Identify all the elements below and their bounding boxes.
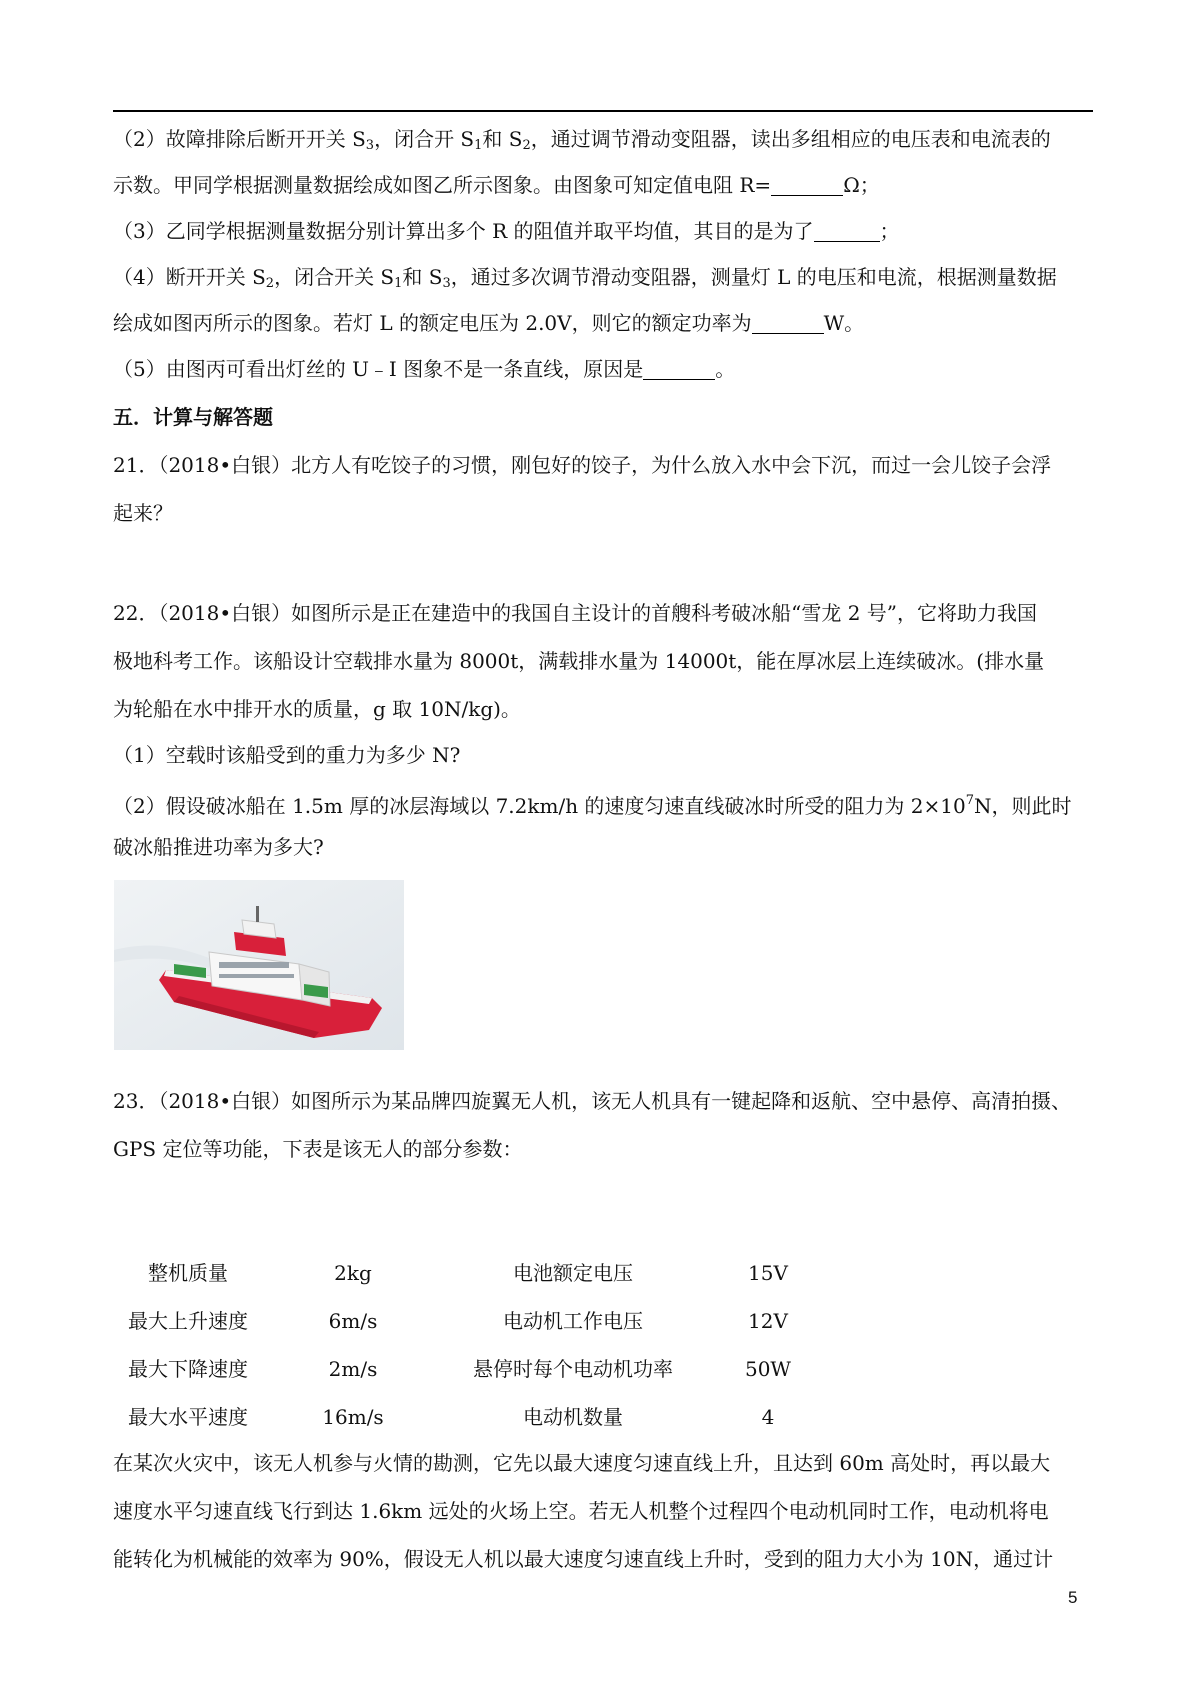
text: 绘成如图丙所示的图象。若灯 L 的额定电压为 2.0V，则它的额定功率为 bbox=[113, 311, 752, 335]
table-cell: 6m/s bbox=[328, 1309, 378, 1333]
drone-parameter-table bbox=[113, 1258, 1013, 1448]
q22-line2: 极地科考工作。该船设计空载排水量为 8000t，满载排水量为 14000t，能在厚冰层上连续破冰。(排水量 bbox=[113, 649, 1045, 673]
text: （2）故障排除后断开开关 S bbox=[113, 127, 366, 151]
text: ； bbox=[879, 219, 900, 243]
table-cell: 12V bbox=[748, 1309, 788, 1333]
table-cell: 2m/s bbox=[328, 1357, 378, 1381]
q22-sub2-line2: 破冰船推进功率为多大? bbox=[113, 835, 324, 859]
q22-line1: 22．（2018•白银）如图所示是正在建造中的我国自主设计的首艘科考破冰船“雪龙 2 号”，它将助力我国 bbox=[113, 601, 1038, 625]
table-cell: 2kg bbox=[334, 1261, 372, 1285]
superscript: 7 bbox=[965, 793, 975, 808]
text: ，闭合开 S bbox=[374, 127, 475, 151]
answer-blank[interactable] bbox=[771, 173, 843, 196]
icebreaker-ship-image bbox=[114, 880, 404, 1050]
subscript: 2 bbox=[265, 276, 275, 291]
answer-blank[interactable] bbox=[643, 357, 715, 380]
table-cell: 最大下降速度 bbox=[128, 1357, 248, 1381]
table-cell: 最大上升速度 bbox=[128, 1309, 248, 1333]
text: 和 S bbox=[482, 127, 523, 151]
subscript: 1 bbox=[394, 276, 403, 291]
q23-para-line1: 在某次火灾中，该无人机参与火情的勘测，它先以最大速度匀速直线上升，且达到 60m 高处时，再以最大 bbox=[113, 1451, 1051, 1475]
text: ，闭合开关 S bbox=[274, 265, 395, 289]
q22-line3: 为轮船在水中排开水的质量，g 取 10N/kg)。 bbox=[113, 697, 521, 721]
table-cell: 最大水平速度 bbox=[128, 1405, 248, 1429]
text: Ω； bbox=[843, 173, 880, 197]
text: （5）由图丙可看出灯丝的 U﹣I 图象不是一条直线，原因是 bbox=[113, 357, 644, 381]
subscript: 3 bbox=[442, 276, 451, 291]
text: N，则此时 bbox=[974, 794, 1072, 818]
q22-sub2-line1 bbox=[113, 786, 1093, 821]
q23-line2: GPS 定位等功能，下表是该无人的部分参数： bbox=[113, 1137, 523, 1161]
section-heading: 五．计算与解答题 bbox=[113, 405, 273, 429]
subscript: 3 bbox=[365, 138, 375, 153]
q20-part4-line1 bbox=[113, 262, 1093, 299]
table-cell: 50W bbox=[744, 1357, 791, 1381]
q23-line1: 23．（2018•白银）如图所示为某品牌四旋翼无人机，该无人机具有一键起降和返航、空中悬停、高清拍摄、 bbox=[113, 1089, 1072, 1113]
q20-part2-line2 bbox=[113, 170, 1093, 200]
text: 和 S bbox=[402, 265, 443, 289]
q21-line1: 21．（2018•白银）北方人有吃饺子的习惯，刚包好的饺子，为什么放入水中会下沉，而过一会儿饺子会浮 bbox=[113, 453, 1052, 477]
q20-part2-line1 bbox=[113, 124, 1093, 161]
table-cell: 16m/s bbox=[322, 1405, 384, 1429]
text: （2）假设破冰船在 1.5m 厚的冰层海域以 7.2km/h 的速度匀速直线破冰时所受的阻力为 2×10 bbox=[113, 794, 966, 818]
table-cell: 电动机数量 bbox=[523, 1405, 623, 1429]
text: W。 bbox=[823, 311, 865, 335]
text: ，通过调节滑动变阻器，读出多组相应的电压表和电流表的 bbox=[530, 127, 1051, 151]
text: ，通过多次调节滑动变阻器，测量灯 L 的电压和电流，根据测量数据 bbox=[450, 265, 1057, 289]
table-cell: 15V bbox=[748, 1261, 788, 1285]
icebreaker-illustration bbox=[114, 880, 404, 1050]
text: 示数。甲同学根据测量数据绘成如图乙所示图象。由图象可知定值电阻 R= bbox=[113, 173, 772, 197]
q20-part3 bbox=[113, 216, 1093, 246]
q21-line2: 起来？ bbox=[113, 501, 173, 525]
q23-para-line2: 速度水平匀速直线飞行到达 1.6km 远处的火场上空。若无人机整个过程四个电动机同时工作，电动机将电 bbox=[113, 1499, 1049, 1523]
table-cell: 整机质量 bbox=[148, 1261, 228, 1285]
subscript: 2 bbox=[522, 138, 531, 153]
table-cell: 电池额定电压 bbox=[513, 1261, 633, 1285]
q20-part5 bbox=[113, 354, 1093, 384]
q22-sub1: （1）空载时该船受到的重力为多少 N? bbox=[113, 743, 461, 767]
header-rule bbox=[113, 110, 1093, 112]
q20-part4-line2 bbox=[113, 308, 1093, 338]
page-number: 5 bbox=[1068, 1588, 1078, 1607]
text: 。 bbox=[715, 357, 736, 381]
text: （4）断开开关 S bbox=[113, 265, 266, 289]
answer-blank[interactable] bbox=[752, 311, 824, 334]
q23-para-line3: 能转化为机械能的效率为 90%，假设无人机以最大速度匀速直线上升时，受到的阻力大小为 10N，通过计 bbox=[113, 1547, 1054, 1571]
table-cell: 4 bbox=[761, 1405, 775, 1429]
subscript: 1 bbox=[474, 138, 483, 153]
text: （3）乙同学根据测量数据分别计算出多个 R 的阻值并取平均值，其目的是为了 bbox=[113, 219, 814, 243]
table-cell: 电动机工作电压 bbox=[503, 1309, 643, 1333]
answer-blank[interactable] bbox=[814, 219, 880, 242]
table-cell: 悬停时每个电动机功率 bbox=[473, 1357, 673, 1381]
